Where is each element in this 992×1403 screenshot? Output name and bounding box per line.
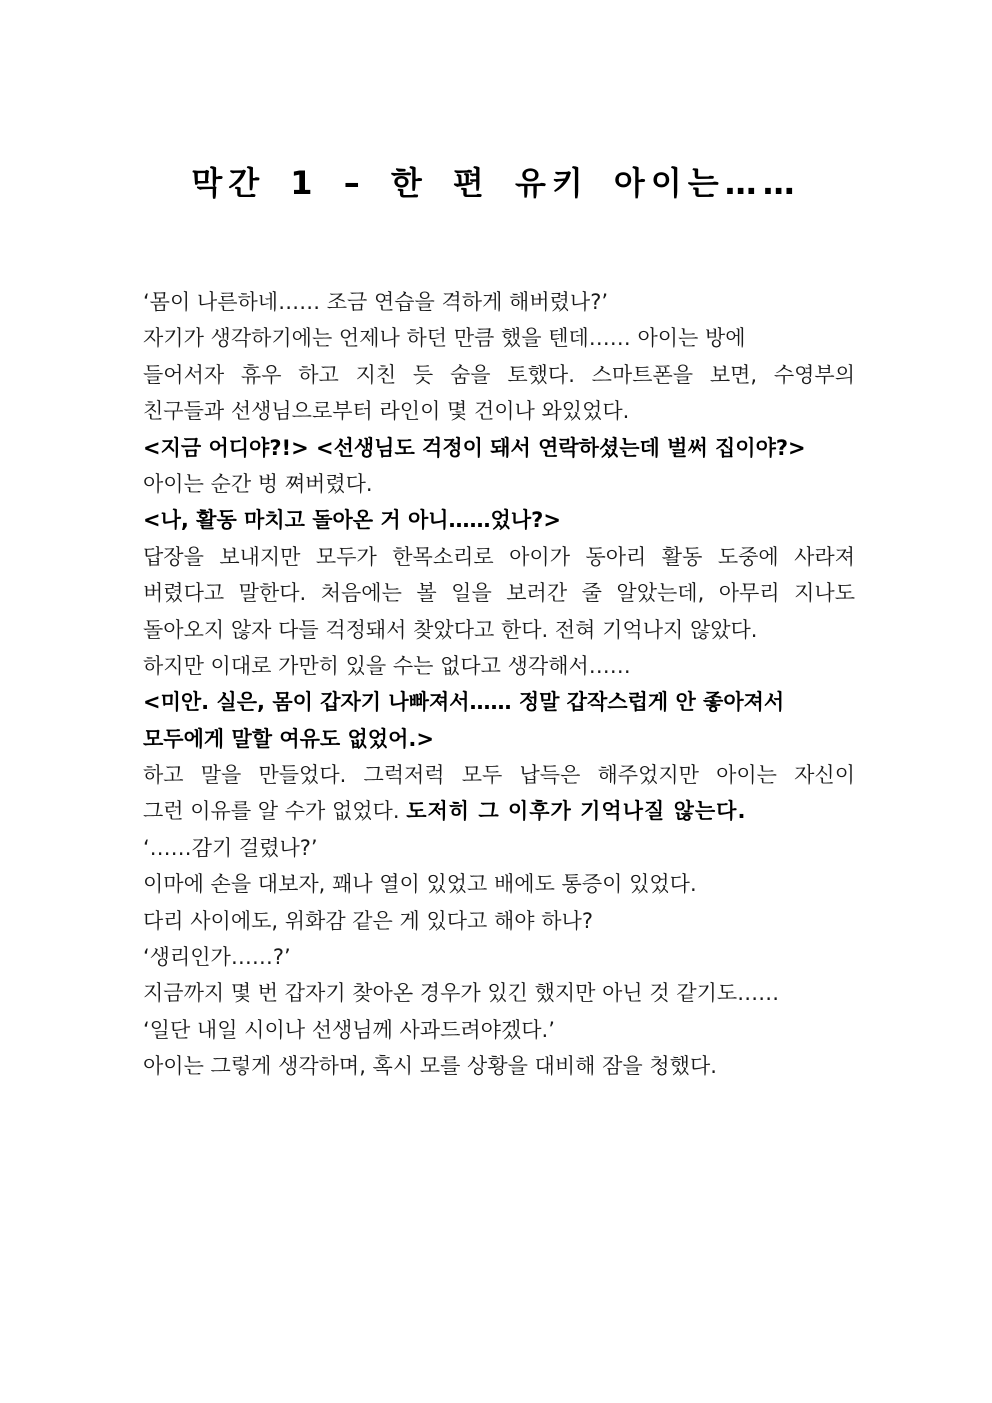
message-line: 모두에게 말할 여유도 없었어.>	[143, 726, 434, 751]
text-line: 이마에 손을 대보자, 꽤나 열이 있었고 배에도 통증이 있었다.	[143, 872, 697, 897]
text-line: 아이는 순간 벙 쪄버렸다.	[143, 471, 373, 496]
emphasis-text: 도저히 그 이후가 기억나질 않는다.	[406, 799, 747, 824]
text-line: ‘일단 내일 시이나 선생님께 사과드려야겠다.’	[143, 1017, 555, 1042]
text-line: 돌아오지 않자 다들 걱정돼서 찾았다고 한다. 전혀 기억나지 않았다.	[143, 617, 758, 642]
text-line: ‘……감기 걸렸나?’	[143, 835, 318, 860]
text-line: 들어서자 휴우 하고 지친 듯 숨을 토했다. 스마트폰을 보면, 수영부의	[143, 362, 855, 387]
text-line	[143, 793, 855, 829]
body-text	[143, 284, 855, 1085]
text-line: 지금까지 몇 번 갑자기 찾아온 경우가 있긴 했지만 아닌 것 같기도……	[143, 981, 780, 1006]
message-line: <나, 활동 마치고 돌아온 거 아니……었나?>	[143, 508, 561, 533]
text-line: 답장을 보내지만 모두가 한목소리로 아이가 동아리 활동 도중에 사라져	[143, 544, 855, 569]
text-line: ‘몸이 나른하네…… 조금 연습을 격하게 해버렸나?’	[143, 290, 609, 314]
text-line: 다리 사이에도, 위화감 같은 게 있다고 해야 하나?	[143, 908, 593, 933]
message-line: <미안. 실은, 몸이 갑자기 나빠져서…… 정말 갑작스럽게 안 좋아져서	[143, 690, 785, 715]
text-line: ‘생리인가……?’	[143, 945, 291, 970]
chapter-title: 막간 1 – 한 편 유키 아이는……	[191, 164, 801, 202]
text-line: 하지만 이대로 가만히 있을 수는 없다고 생각해서……	[143, 653, 631, 678]
text-segment: 그런 이유를 알 수가 없었다.	[143, 799, 407, 824]
text-line: 자기가 생각하기에는 언제나 하던 만큼 했을 텐데…… 아이는 방에	[143, 326, 746, 351]
text-line: 하고 말을 만들었다. 그럭저럭 모두 납득은 해주었지만 아이는 자신이	[143, 763, 855, 788]
text-line: 아이는 그렇게 생각하며, 혹시 모를 상황을 대비해 잠을 청했다.	[143, 1054, 717, 1079]
text-line: 친구들과 선생님으로부터 라인이 몇 건이나 와있었다.	[143, 399, 630, 424]
message-line: <지금 어디야?!> <선생님도 걱정이 돼서 연락하셨는데 벌써 집이야?>	[143, 435, 806, 460]
text-line: 버렸다고 말한다. 처음에는 볼 일을 보러간 줄 알았는데, 아무리 지나도	[143, 581, 855, 606]
